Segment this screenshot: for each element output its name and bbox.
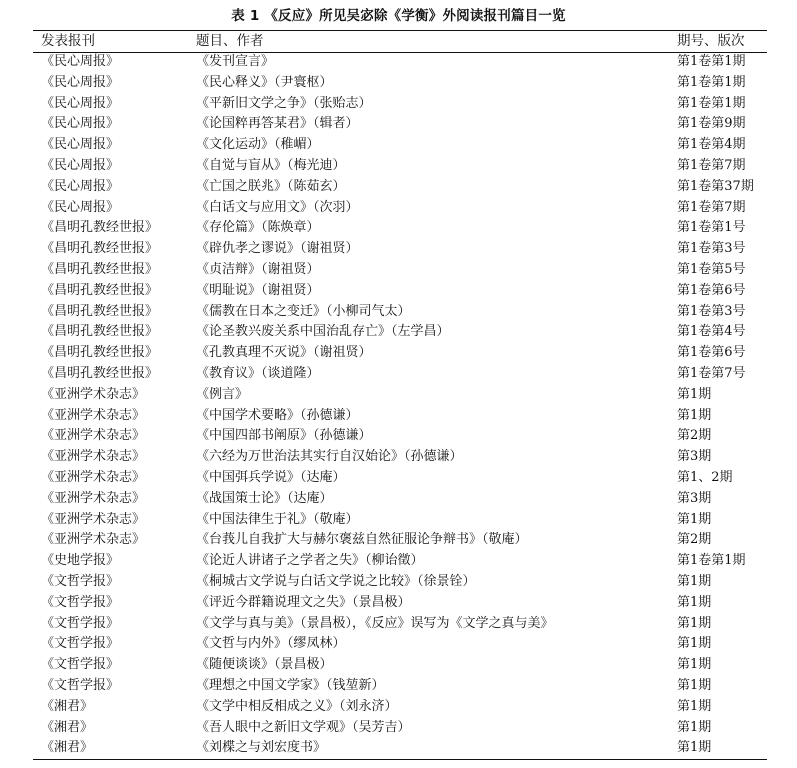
- cell-title-author: 《发刊宣言》: [196, 54, 275, 69]
- header-journal: 发表报刊: [41, 33, 95, 49]
- cell-journal: 《湘君》: [41, 740, 94, 756]
- table-row: [33, 135, 767, 156]
- cell-title-author: 《贞洁辩》（谢祖贤）: [196, 261, 320, 277]
- cell-issue: 第1期: [677, 740, 712, 756]
- cell-title-author: 《文学中相反相成之义》（刘永济）: [196, 698, 398, 714]
- cell-journal: 《亚洲学术杂志》: [41, 449, 146, 465]
- table-row: [33, 156, 767, 177]
- cell-issue: 第1卷第5号: [677, 261, 746, 277]
- cell-issue: 第1卷第1期: [677, 74, 746, 90]
- cell-issue: 第1期: [677, 615, 712, 631]
- cell-title-author: 《中国四部书阐原》（孙德谦）: [196, 428, 372, 444]
- cell-journal: 《昌明孔教经世报》: [41, 365, 159, 381]
- cell-title-author: 《文学与真与美》（景昌极），《反应》误写为《文学之真与美》: [196, 615, 554, 631]
- table-row: [33, 322, 767, 343]
- cell-title-author: 《平新旧文学之争》（张贻志）: [196, 95, 372, 111]
- table-row: [33, 634, 767, 655]
- table-row: [33, 73, 767, 94]
- table-row: [33, 551, 767, 572]
- cell-journal: 《民心周报》: [41, 74, 120, 90]
- table-row: [33, 385, 767, 406]
- cell-issue: 第1期: [677, 719, 712, 735]
- cell-journal: 《民心周报》: [41, 199, 120, 215]
- header-issue: 期号、版次: [677, 33, 745, 49]
- cell-title-author: 《理想之中国文学家》（钱堃新）: [196, 677, 385, 693]
- cell-title-author: 《例言》: [196, 386, 249, 402]
- cell-journal: 《民心周报》: [41, 157, 120, 173]
- cell-issue: 第1卷第3号: [677, 241, 746, 257]
- table-row: [33, 738, 767, 759]
- table-body: [33, 52, 767, 759]
- cell-title-author: 《中国法律生于礼》（敬庵）: [196, 511, 359, 527]
- table-row: [33, 260, 767, 281]
- table-row: [33, 94, 767, 115]
- cell-title-author: 《台莪儿自我扩大与赫尔褒兹自然征服论争辩书》（敬庵）: [196, 532, 528, 548]
- cell-title-author: 《文化运动》（稚嵋）: [196, 137, 320, 153]
- cell-title-author: 《存伦篇》（陈焕章）: [196, 220, 320, 236]
- table-row: [33, 530, 767, 551]
- cell-journal: 《湘君》: [41, 719, 94, 735]
- cell-title-author: 《战国策士论》（达庵）: [196, 490, 333, 506]
- bottom-rule: [33, 759, 767, 760]
- table-row: [33, 655, 767, 676]
- cell-title-author: 《辟仇孝之谬说》（谢祖贤）: [196, 241, 359, 257]
- table-row: [33, 510, 767, 531]
- table-row: [33, 302, 767, 323]
- cell-journal: 《亚洲学术杂志》: [41, 428, 146, 444]
- table-row: [33, 468, 767, 489]
- cell-issue: 第2期: [677, 532, 712, 548]
- cell-journal: 《史地学报》: [41, 553, 120, 569]
- cell-issue: 第1卷第1期: [677, 95, 746, 111]
- cell-journal: 《文哲学报》: [41, 636, 120, 652]
- cell-title-author: 《论近人讲诸子之学者之失》（柳诒徵）: [196, 553, 424, 569]
- cell-issue: 第1、2期: [677, 469, 733, 485]
- cell-title-author: 《白话文与应用文》（次羽）: [196, 199, 359, 215]
- cell-issue: 第1卷第3号: [677, 303, 746, 319]
- cell-issue: 第1卷第1期: [677, 553, 746, 569]
- cell-title-author: 《刘楪之与刘宏度书》: [196, 740, 327, 756]
- cell-journal: 《民心周报》: [41, 95, 120, 111]
- cell-journal: 《昌明孔教经世报》: [41, 241, 159, 257]
- table-row: [33, 718, 767, 739]
- cell-title-author: 《中国弭兵学说》（达庵）: [196, 469, 346, 485]
- cell-title-author: 《中国学术要略》（孙德谦）: [196, 407, 359, 423]
- cell-issue: 第1卷第1号: [677, 220, 746, 236]
- cell-issue: 第3期: [677, 490, 712, 506]
- cell-issue: 第1卷第7期: [677, 199, 746, 215]
- cell-issue: 第1期: [677, 386, 712, 402]
- table-row: [33, 114, 767, 135]
- cell-title-author: 《桐城古文学说与白话文学说之比较》（徐景铨）: [196, 573, 476, 589]
- table-row: [33, 177, 767, 198]
- cell-journal: 《昌明孔教经世报》: [41, 261, 159, 277]
- header-title-author: 题目、作者: [196, 33, 264, 49]
- cell-journal: 《民心周报》: [41, 54, 120, 69]
- cell-issue: 第1卷第37期: [677, 178, 754, 194]
- table-row: [33, 198, 767, 219]
- cell-journal: 《亚洲学术杂志》: [41, 407, 146, 423]
- table-row: [33, 614, 767, 635]
- cell-journal: 《文哲学报》: [41, 573, 120, 589]
- table-row: [33, 364, 767, 385]
- cell-issue: 第1期: [677, 594, 712, 610]
- cell-title-author: 《孔教真理不灭说》（谢祖贤）: [196, 345, 372, 361]
- table-row: [33, 406, 767, 427]
- cell-title-author: 《自觉与盲从》（梅光迪）: [196, 157, 346, 173]
- cell-journal: 《文哲学报》: [41, 594, 120, 610]
- cell-title-author: 《吾人眼中之新旧文学观》（吴芳吉）: [196, 719, 411, 735]
- cell-title-author: 《文哲与内外》（缪凤林）: [196, 636, 346, 652]
- cell-title-author: 《论国粹再答某君》（辑者）: [196, 116, 359, 132]
- table-row: [33, 52, 767, 73]
- cell-title-author: 《评近今群籍说理文之失》（景昌极）: [196, 594, 411, 610]
- cell-journal: 《文哲学报》: [41, 677, 120, 693]
- cell-journal: 《昌明孔教经世报》: [41, 282, 159, 298]
- cell-title-author: 《民心释义》（尹寰枢）: [196, 74, 333, 90]
- cell-journal: 《昌明孔教经世报》: [41, 303, 159, 319]
- table-row: [33, 697, 767, 718]
- cell-issue: 第1期: [677, 677, 712, 693]
- cell-issue: 第1卷第6号: [677, 282, 746, 298]
- table-row: [33, 593, 767, 614]
- cell-title-author: 《论圣教兴废关系中国治乱存亡》（左学昌）: [196, 324, 450, 340]
- table-row: [33, 343, 767, 364]
- table-row: [33, 239, 767, 260]
- cell-issue: 第1卷第9期: [677, 116, 746, 132]
- cell-issue: 第1卷第1期: [677, 54, 746, 69]
- cell-journal: 《民心周报》: [41, 137, 120, 153]
- cell-issue: 第1期: [677, 511, 712, 527]
- table-row: [33, 676, 767, 697]
- table-row: [33, 218, 767, 239]
- cell-journal: 《亚洲学术杂志》: [41, 532, 146, 548]
- cell-title-author: 《随便谈谈》（景昌极）: [196, 657, 333, 673]
- cell-journal: 《民心周报》: [41, 178, 120, 194]
- cell-journal: 《文哲学报》: [41, 615, 120, 631]
- table-row: [33, 447, 767, 468]
- table-row: [33, 572, 767, 593]
- cell-issue: 第1卷第4期: [677, 137, 746, 153]
- table-row: [33, 426, 767, 447]
- cell-title-author: 《教育议》（谈道隆）: [196, 365, 320, 381]
- cell-journal: 《文哲学报》: [41, 657, 120, 673]
- cell-issue: 第1卷第6号: [677, 345, 746, 361]
- cell-journal: 《湘君》: [41, 698, 94, 714]
- cell-issue: 第1期: [677, 573, 712, 589]
- cell-issue: 第1期: [677, 698, 712, 714]
- cell-issue: 第3期: [677, 449, 712, 465]
- cell-issue: 第1期: [677, 657, 712, 673]
- cell-issue: 第1卷第7号: [677, 365, 746, 381]
- cell-issue: 第1卷第7期: [677, 157, 746, 173]
- cell-title-author: 《六经为万世治法其实行自汉始论》（孙德谦）: [196, 449, 463, 465]
- cell-journal: 《亚洲学术杂志》: [41, 469, 146, 485]
- cell-issue: 第2期: [677, 428, 712, 444]
- table-header-row: [33, 31, 767, 52]
- table-row: [33, 489, 767, 510]
- table-caption: 表 1 《反应》所见吴宓除《学衡》外阅读报刊篇目一览: [231, 8, 566, 24]
- cell-journal: 《昌明孔教经世报》: [41, 220, 159, 236]
- table-row: [33, 281, 767, 302]
- cell-journal: 《民心周报》: [41, 116, 120, 132]
- cell-issue: 第1期: [677, 407, 712, 423]
- cell-journal: 《昌明孔教经世报》: [41, 324, 159, 340]
- cell-title-author: 《儒教在日本之变迁》（小柳司气太）: [196, 303, 411, 319]
- cell-journal: 《亚洲学术杂志》: [41, 386, 146, 402]
- cell-title-author: 《明耻说》（谢祖贤）: [196, 282, 320, 298]
- cell-title-author: 《亡国之朕兆》（陈茹玄）: [196, 178, 346, 194]
- cell-journal: 《亚洲学术杂志》: [41, 490, 146, 506]
- cell-issue: 第1期: [677, 636, 712, 652]
- cell-issue: 第1卷第4号: [677, 324, 746, 340]
- cell-journal: 《亚洲学术杂志》: [41, 511, 146, 527]
- cell-journal: 《昌明孔教经世报》: [41, 345, 159, 361]
